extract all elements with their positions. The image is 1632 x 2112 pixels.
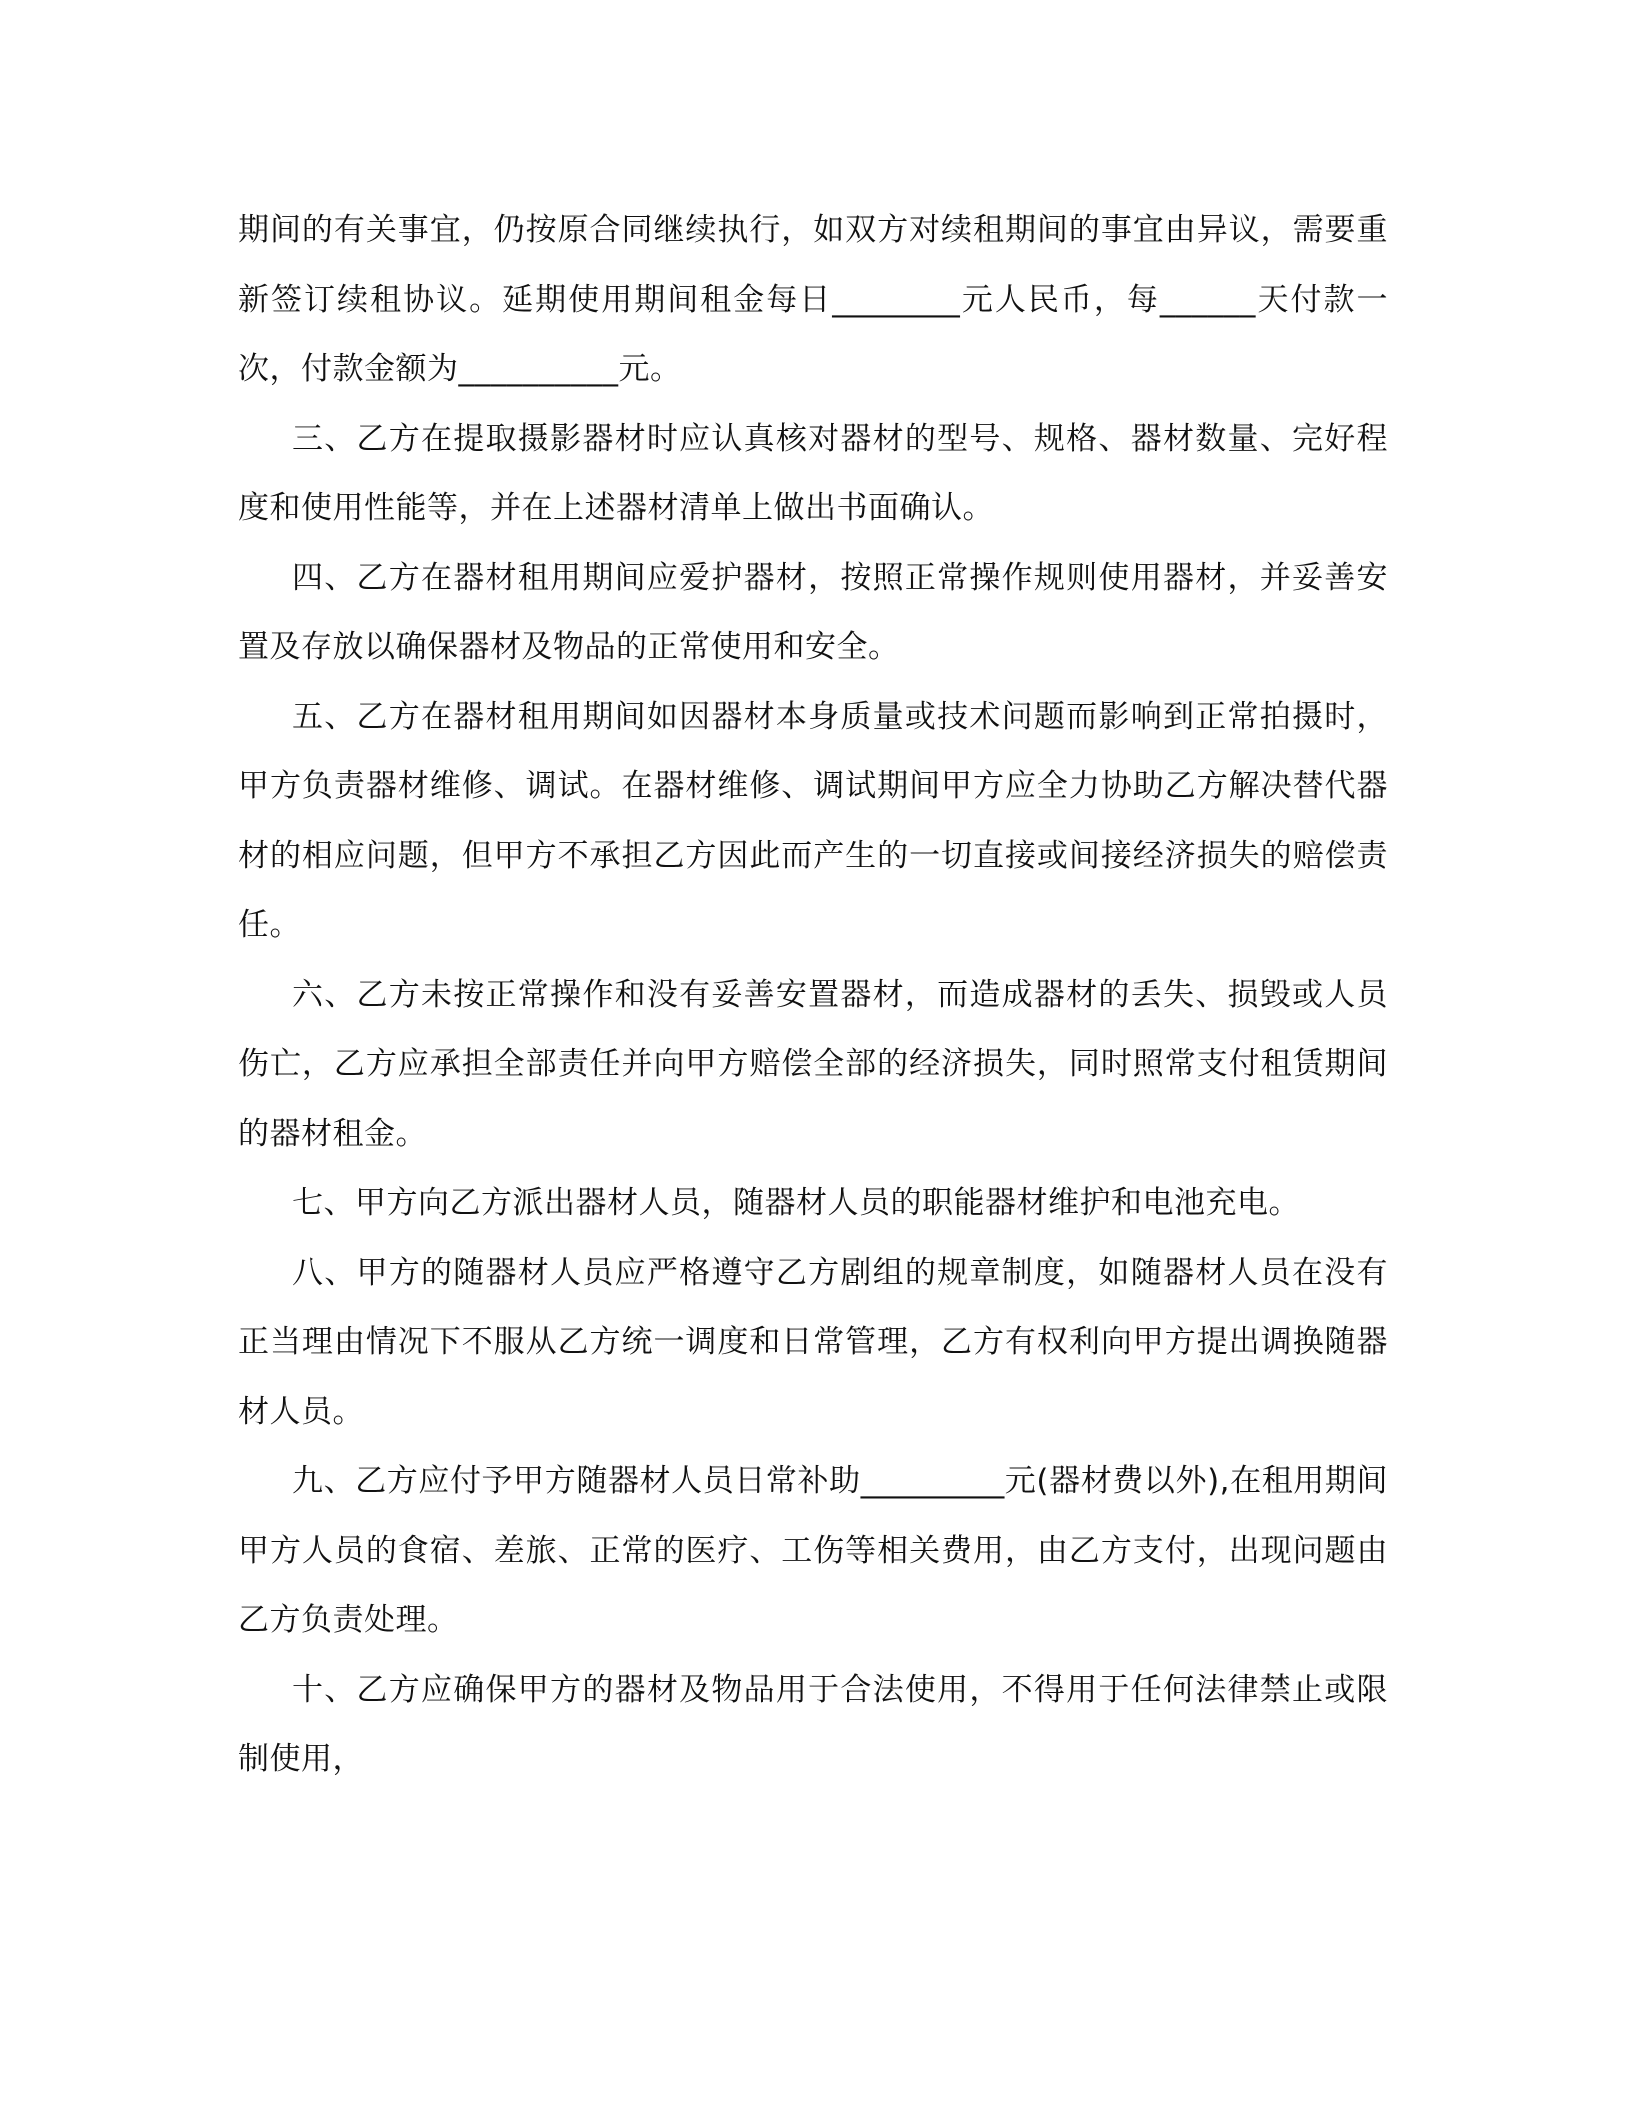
paragraph-clause-5: 五、乙方在器材租用期间如因器材本身质量或技术问题而影响到正常拍摄时，甲方负责器材维修、调试。在器材维修、调试期间甲方应全力协助乙方解决替代器材的相应问题，但甲方不承担乙方因此而产生的一切直接或间接经济损失的赔偿责任。 bbox=[238, 698, 1388, 943]
document-body bbox=[238, 196, 1388, 1795]
paragraph-clause-6: 六、乙方未按正常操作和没有妥善安置器材，而造成器材的丢失、损毁或人员伤亡，乙方应承担全部责任并向甲方赔偿全部的经济损失，同时照常支付租赁期间的器材租金。 bbox=[238, 976, 1388, 1152]
paragraph-clause-3: 三、乙方在提取摄影器材时应认真核对器材的型号、规格、器材数量、完好程度和使用性能等，并在上述器材清单上做出书面确认。 bbox=[238, 420, 1388, 526]
paragraph-clause-7: 七、甲方向乙方派出器材人员，随器材人员的职能器材维护和电池充电。 bbox=[292, 1185, 1300, 1221]
paragraph-clause-10: 十、乙方应确保甲方的器材及物品用于合法使用，不得用于任何法律禁止或限制使用， bbox=[238, 1671, 1388, 1777]
paragraph-clause-9: 九、乙方应付予甲方随器材人员日常补助_________元(器材费以外),在租用期间甲方人员的食宿、差旅、正常的医疗、工伤等相关费用，由乙方支付，出现问题由乙方负责处理。 bbox=[238, 1463, 1388, 1638]
paragraph-clause-8: 八、甲方的随器材人员应严格遵守乙方剧组的规章制度，如随器材人员在没有正当理由情况下不服从乙方统一调度和日常管理，乙方有权利向甲方提出调换随器材人员。 bbox=[238, 1254, 1388, 1430]
paragraph-clause-4: 四、乙方在器材租用期间应爱护器材，按照正常操作规则使用器材，并妥善安置及存放以确保器材及物品的正常使用和安全。 bbox=[238, 559, 1388, 665]
paragraph-continuation: 期间的有关事宜，仍按原合同继续执行，如双方对续租期间的事宜由异议，需要重新签订续租协议。延期使用期间租金每日________元人民币，每______天付款一次，付款金额为__________元。 bbox=[238, 212, 1388, 387]
